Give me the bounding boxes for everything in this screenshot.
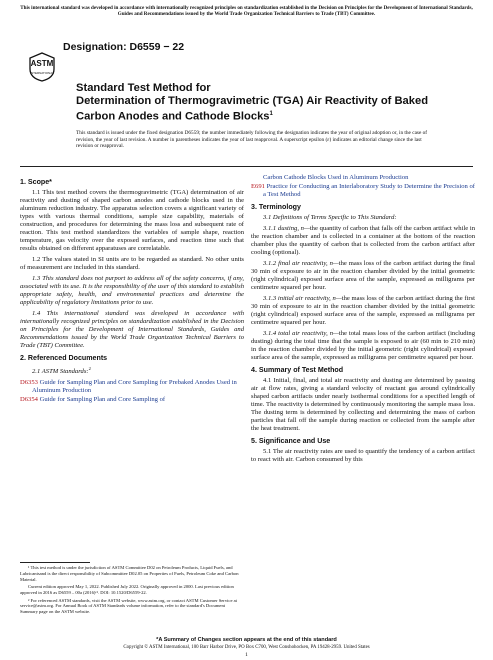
title-line-1: Standard Test Method for — [76, 82, 211, 94]
paragraph-1-4: 1.4 This international standard was developed in accordance with internationally recognized principles on standardization established in the Decision on Principles for the Development of International Standards, Guides and Recommendations issued by the World Trade Organization Technical Barriers to Trade (TBT) Committee. — [20, 310, 244, 349]
section-heading-significance: 5. Significance and Use — [251, 437, 331, 445]
paragraph-2-1: 2.1 ASTM Standards:$^2$ — [32, 366, 91, 376]
footnote-divider — [20, 562, 90, 563]
document-title — [76, 82, 436, 124]
paragraph-1-1: 1.1 This test method covers the thermogravimetric (TGA) determination of air reactivity and dusting of shaped carbon anodes and cathode blocks used in the aluminum reduction industry. The apparatus selection covers a significant variety of types with various thermal conditions, sample size capability, materials of construction, and procedures for determining the mass loss and subsequent rate of reaction. This test method standardizes the variables of sample shape, reaction temperature, gas velocity over the exposed surfaces, and reaction time such that results obtained on different apparatuses are correlatable. — [20, 189, 244, 252]
summary-of-changes-note: *A Summary of Changes section appears at the end of this standard — [156, 637, 337, 643]
left-column — [20, 174, 244, 405]
paragraph-5-1: 5.1 The air reactivity rates are used to quantify the tendency of a carbon artifact to react with air. Carbon consumed by this — [251, 448, 475, 463]
paragraph-3-1-2: 3.1.2 final air reactivity, n—the mass loss of the carbon artifact during the final 30 min of exposure to air in the reaction chamber divided by the initial geometric (right cylindrical) exposed surface area of the sample, expressed as milligrams per centimetre squared per hour. — [251, 260, 475, 291]
paragraph-3-1-4: 3.1.4 total air reactivity, n—the total mass loss of the carbon artifact (including dusting) during the total time that the sample is exposed to air (60 min to 210 min) in the reaction chamber divided by the initial geometric (right cylindrical) exposed surface area of the sample, expressed as milligrams per centimetre squared per hour. — [251, 330, 475, 361]
footnotes — [20, 565, 244, 617]
issue-note: This standard is issued under the fixed designation D6559; the number immediately following the designation indicates the year of original adoption or, in the case of revision, the year of last revision. A number in parentheses indicates the year of last reapproval. A superscript epsilon (ε) indicates an editorial change since the last revision or reapproval. — [76, 130, 428, 150]
footnote-1-edition: Current edition approved May 1, 2022. Published July 2022. Originally approved in 2000. Last previous edition approved in 2016 as D6559 – 00a (2016)ᵉ¹. DOI: 10.1520/D6559-22. — [20, 584, 234, 596]
section-heading-references: 2. Referenced Documents — [20, 354, 108, 362]
footnote-1: ¹ This test method is under the jurisdiction of ASTM Committee D02 on Petroleum Products, Liquid Fuels, and Lubricantsand is the direct responsibility of Subcommittee D02.05 on Properties of Fuels, Petroleum Coke and Carbon Material. — [20, 565, 239, 582]
svg-text:ASTM: ASTM — [30, 59, 54, 68]
section-heading-scope: 1. Scope* — [20, 178, 52, 186]
paragraph-3-1-3: 3.1.3 initial air reactivity, n—the mass loss of the carbon artifact during the first 30 min of exposure to air in the reaction chamber divided by the initial geometric (right cylindrical) exposed surface area of the sample, expressed as milligrams per centimetre squared per hour. — [251, 295, 476, 326]
reference-d6353[interactable]: D6353 Guide for Sampling Plan and Core Sampling for Prebaked Anodes Used in Aluminum Production — [20, 379, 237, 395]
reference-d6354-cont[interactable]: Carbon Cathode Blocks Used in Aluminum Production — [263, 174, 409, 181]
paragraph-3-1: 3.1 Definitions of Terms Specific to This Standard: — [263, 214, 397, 221]
section-heading-terminology: 3. Terminology — [251, 203, 301, 211]
paragraph-1-3: 1.3 This standard does not purport to address all of the safety concerns, if any, associated with its use. It is the responsibility of the user of this standard to establish appropriate safety, health, and environmental practices and determine the applicability of regulatory limitations prior to use. — [20, 275, 244, 306]
reference-e691[interactable]: E691 Practice for Conducting an Interlaboratory Study to Determine the Precision of a Test Method — [251, 183, 475, 198]
page-number: 1 — [245, 652, 248, 658]
paragraph-4-1: 4.1 Initial, final, and total air reactivity and dusting are determined by passing air at flow rates, giving a standard velocity of reactant gas around cylindrically shaped carbon artifacts under nearly isothermal conditions for a specified length of time. The reactivity is determined by continuously monitoring the sample mass loss. The dusting term is determined by collecting and determining the mass of carbon particles that fall off the sample during reaction or collected from the sample after the heat treatment. — [251, 377, 475, 432]
paragraph-3-1-1: 3.1.1 dusting, n—the quantity of carbon that falls off the carbon artifact while in the reaction chamber and is collected in a container at the bottom of the reaction chamber plus the quantity of carbon that is collected from the carbon artifact after cooling (optional). — [251, 225, 475, 256]
right-column — [251, 174, 475, 467]
divider — [20, 166, 473, 167]
footnote-2: ² For referenced ASTM standards, visit the ASTM website, www.astm.org, or contact ASTM Customer Service at service@astm.org. For Annual Book of ASTM Standards volume information, refer to the standard's Document Summary page on the ASTM website. — [20, 597, 237, 615]
paragraph-1-2: 1.2 The values stated in SI units are to be regarded as standard. No other units of measurement are included in this standard. — [20, 256, 244, 271]
copyright: Copyright © ASTM International, 100 Barr Harbor Drive, PO Box C700, West Conshohocken, PA 19428-2959. United States — [123, 645, 370, 650]
designation: Designation: D6559 − 22 — [63, 41, 185, 53]
title-line-2: Determination of Thermogravimetric (TGA) Air Reactivity of Baked Carbon Anodes and Cathode Blocks$^1$ — [76, 95, 429, 124]
astm-logo — [28, 52, 56, 82]
reference-d6354[interactable]: D6354 Guide for Sampling Plan and Core Sampling of — [20, 396, 166, 404]
section-heading-summary: 4. Summary of Test Method — [251, 366, 344, 374]
top-notice: This international standard was developed in accordance with internationally recognized principles on standardization established in the Decision on Principles for the Development of International Standards, Guides and Recommendations issued by the World Trade Organization Technical Barriers to Trade (TBT) Committee. — [20, 5, 473, 18]
svg-text:INTERNATIONAL: INTERNATIONAL — [30, 71, 54, 75]
